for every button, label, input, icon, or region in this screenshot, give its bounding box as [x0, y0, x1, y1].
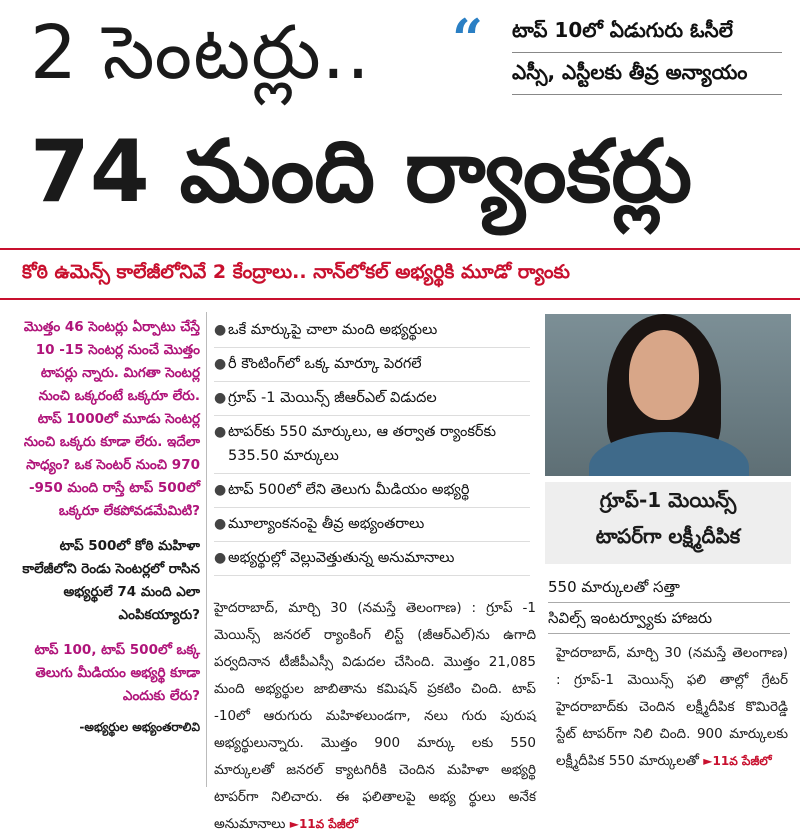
sidebar-heading-line-1: గ్రూప్-1 మెయిన్స్: [599, 488, 737, 512]
list-item: [214, 416, 530, 474]
main-article-text: హైదరాబాద్, మార్చి 30 (నమస్తే తెలంగాణ) : గ్రూప్ -1 మెయిన్స్ జనరల్ ర్యాంకింగ్ లిస్ట్ (జీఆర్‌ఎల్)ను ఉగాది పర్వదినాన టీజీపీఎస్సీ విడుదల చేసింది. మొత్తం 21,085 మంది అభ్యర్థుల జాబితాను కమిషన్ ప్రకటిం చింది. టాప్ -10లో ఆరుగురు మహిళలుండగా, నలు గురు పురుష అభ్యర్థులున్నారు. మొత్తం 900 మార్కు లకు 550 మార్కులతో జనరల్ క్యాటగిరీకి చెందిన మహిళా అభ్యర్థి టాపర్‌గా నిలిచారు. ఈ ఫలితాలపై అభ్య ర్థులు అనేక అనుమానాలు: [214, 600, 536, 832]
bullet-icon: ●: [214, 356, 227, 372]
list-item-text: టాపర్‌కు 550 మార్కులు, ఆ తర్వాత ర్యాంకర్‌కు 535.50 మార్కులు: [228, 424, 497, 464]
quote-divider-bottom: [512, 94, 782, 95]
list-item-text: గ్రూప్ -1 మెయిన్స్ జీఆర్‌ఎల్ విడుదల: [228, 390, 437, 406]
main-article-body: [214, 595, 536, 838]
quote-line-2: ఎస్సీ, ఎస్టీలకు తీవ్ర అన్యాయం: [512, 60, 748, 84]
list-item: [214, 508, 530, 542]
list-item: [214, 474, 530, 508]
sidebar-subheading-2: సివిల్స్ ఇంటర్వ్యూకు హాజరు: [548, 603, 790, 634]
bullet-icon: ●: [214, 424, 227, 440]
list-item-text: అభ్యర్థుల్లో వెల్లువెత్తుతున్న అనుమానాలు: [228, 550, 455, 566]
objection-paragraph-3: టాప్ 100, టాప్ 500లో ఒక్క తెలుగు మీడియం అభ్యర్థి కూడా ఎందుకు లేరు?: [34, 642, 200, 704]
objections-column: [14, 316, 200, 737]
bullet-icon: ●: [214, 516, 227, 532]
column-divider: [206, 312, 207, 787]
list-item: [214, 382, 530, 416]
photo-face-shape: [629, 330, 699, 420]
objection-credit: -అభ్యర్థుల అభ్యంతరాలివి: [79, 720, 200, 734]
list-item-text: టాప్ 500లో లేని తెలుగు మీడియం అభ్యర్థి: [228, 482, 470, 498]
double-quote-icon: “: [452, 7, 484, 71]
quote-divider: [512, 52, 782, 53]
highlights-list: [214, 314, 530, 576]
sidebar-article-body: [556, 640, 788, 775]
sidebar-article-text: హైదరాబాద్, మార్చి 30 (నమస్తే తెలంగాణ) : గ్రూప్-1 మెయిన్స్ ఫలి తాల్లో గ్రేటర్ హైదరాబాద్‌కు చెందిన లక్ష్మీదీపిక కొమిరెడ్డి స్టేట్ టాపర్‌గా నిలి చింది. 900 మార్కులకు లక్ష్మీదీపిక 550 మార్కులతో: [556, 645, 788, 769]
quote-line-1: టాప్ 10లో ఏడుగురు ఓసీలే: [512, 18, 733, 42]
list-item-text: మూల్యాంకనంపై తీవ్ర అభ్యంతరాలు: [228, 516, 425, 532]
list-item-text: రీ కౌంటింగ్‌లో ఒక్క మార్కూ పెరగలే: [228, 356, 422, 372]
subheadline: కోఠి ఉమెన్స్ కాలేజీలోనివే 2 కేంద్రాలు.. నాన్‌లోకల్ అభ్యర్థికి మూడో ర్యాంకు: [22, 260, 570, 283]
bullet-icon: ●: [214, 482, 227, 498]
bullet-icon: ●: [214, 390, 227, 406]
list-item: [214, 348, 530, 382]
objection-paragraph-2: టాప్ 500లో కోఠి మహిళా కాలేజీలోని రెండు సెంటర్లలో రాసిన అభ్యర్థులే 74 మంది ఎలా ఎంపికయ్యారు?: [22, 538, 200, 623]
list-item-text: ఒకే మార్కుపై చాలా మంది అభ్యర్థులు: [228, 322, 438, 338]
sidebar-heading-line-2: టాపర్‌గా లక్ష్మీదీపిక: [595, 524, 741, 548]
subheadline-bar: [0, 248, 800, 300]
headline-line-1: 2 సెంటర్లు..: [30, 10, 371, 96]
headline-line-2: 74 మంది ర్యాంకర్లు: [30, 122, 693, 222]
objection-paragraph-1: మొత్తం 46 సెంటర్లు ఏర్పాటు చేస్తే 10 -15 సెంటర్ల నుంచే మొత్తం టాపర్లు న్నారు. మిగతా సెంటర్ల నుంచి ఒక్కరంటే ఒక్కరూ లేరు. టాప్ 1000లో మూడు సెంటర్ల నుంచి ఒక్కరు కూడా లేరు. ఇదేలా సాధ్యం? ఒక సెంటర్ నుంచి 970 -950 మంది రాస్తే టాప్ 500లో ఒక్కరూ లేకపోవడమేమిటి?: [23, 319, 200, 519]
quote-box: [452, 8, 792, 104]
list-item: [214, 542, 530, 576]
sidebar-continued-reference[interactable]: ►11వ పేజీలో: [703, 754, 772, 768]
sidebar-heading: [545, 482, 791, 564]
bullet-icon: ●: [214, 322, 227, 338]
sidebar-subheadings: [548, 572, 790, 634]
bullet-icon: ●: [214, 550, 227, 566]
continued-reference-text: 11వ పేజీలో: [298, 817, 359, 831]
sidebar-continued-reference-text: 11వ పేజీలో: [712, 754, 772, 768]
sidebar-subheading-1: 550 మార్కులతో సత్తా: [548, 572, 790, 603]
continued-reference[interactable]: ►11వ పేజీలో: [289, 817, 359, 831]
list-item: [214, 314, 530, 348]
portrait-photo: [545, 314, 791, 476]
